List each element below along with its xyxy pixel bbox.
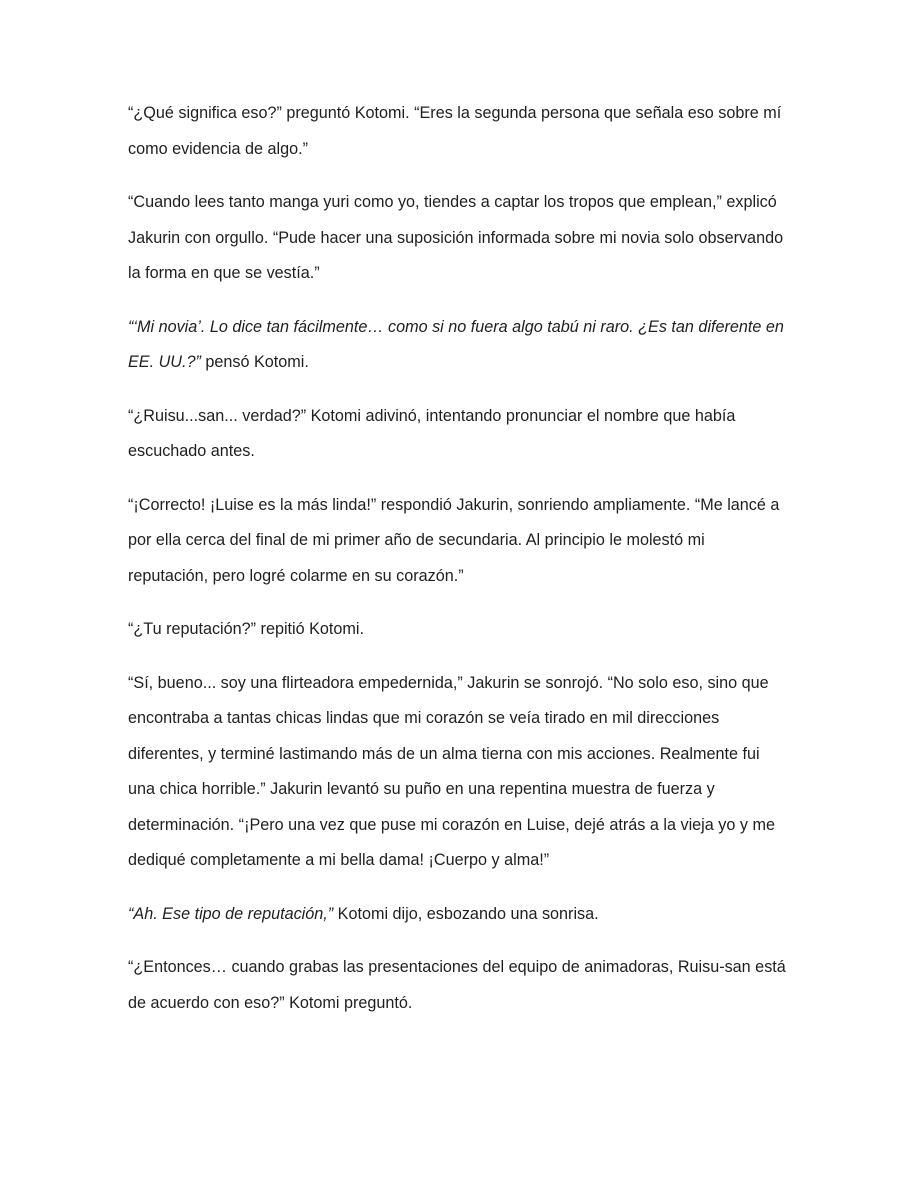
paragraph-text: pensó Kotomi. xyxy=(200,353,309,371)
paragraph xyxy=(128,399,788,470)
paragraph-text: “¿Ruisu...san... verdad?” Kotomi adivinó, intentando pronunciar el nombre que había escuchado antes. xyxy=(128,406,736,460)
paragraph xyxy=(128,897,788,933)
italic-thought-text: “Ah. Ese tipo de reputación,” xyxy=(128,904,334,923)
paragraph-text: Kotomi dijo, esbozando una sonrisa. xyxy=(333,904,599,923)
paragraph-text: “¡Correcto! ¡Luise es la más linda!” respondió Jakurin, sonriendo ampliamente. “Me lancé a por ella cerca del final de mi primer año de secundaria. Al principio le molestó mi reputación, pero logré colarme en su corazón.” xyxy=(128,495,780,585)
paragraph-text: “¿Entonces… cuando grabas las presentaciones del equipo de animadoras, Ruisu-san está de acuerdo con eso?” Kotomi preguntó. xyxy=(128,958,786,1012)
paragraph xyxy=(128,950,788,1021)
paragraph xyxy=(128,185,788,292)
paragraph xyxy=(128,612,788,648)
document-page xyxy=(128,96,788,1039)
paragraph xyxy=(128,488,788,595)
paragraph-text: “Sí, bueno... soy una flirteadora empedernida,” Jakurin se sonrojó. “No solo eso, sino que encontraba a tantas chicas lindas que mi corazón se veía tirado en mil direcciones diferentes, y terminé lastimando más de un alma tierna con mis acciones. Realmente fui una chica horrible.” Jakurin levantó su puño en una repentina muestra de fuerza y determinación. “¡Pero una vez que puse mi corazón en Luise, dejé atrás a la vieja yo y me dediqué completamente a mi bella dama! ¡Cuerpo y alma!” xyxy=(128,673,775,869)
paragraph xyxy=(128,310,788,381)
italic-thought-text: “‘Mi novia’. Lo dice tan fácilmente… como si no fuera algo tabú ni raro. ¿Es tan diferente en EE. UU.?” xyxy=(128,317,784,371)
paragraph xyxy=(128,666,788,879)
paragraph xyxy=(128,96,788,167)
paragraph-text: “¿Qué significa eso?” preguntó Kotomi. “Eres la segunda persona que señala eso sobre mí como evidencia de algo.” xyxy=(128,104,782,158)
paragraph-text: “Cuando lees tanto manga yuri como yo, tiendes a captar los tropos que emplean,” explicó Jakurin con orgullo. “Pude hacer una suposición informada sobre mi novia solo observando la forma en que se vestía.” xyxy=(128,193,784,282)
paragraph-text: “¿Tu reputación?” repitió Kotomi. xyxy=(128,620,365,638)
